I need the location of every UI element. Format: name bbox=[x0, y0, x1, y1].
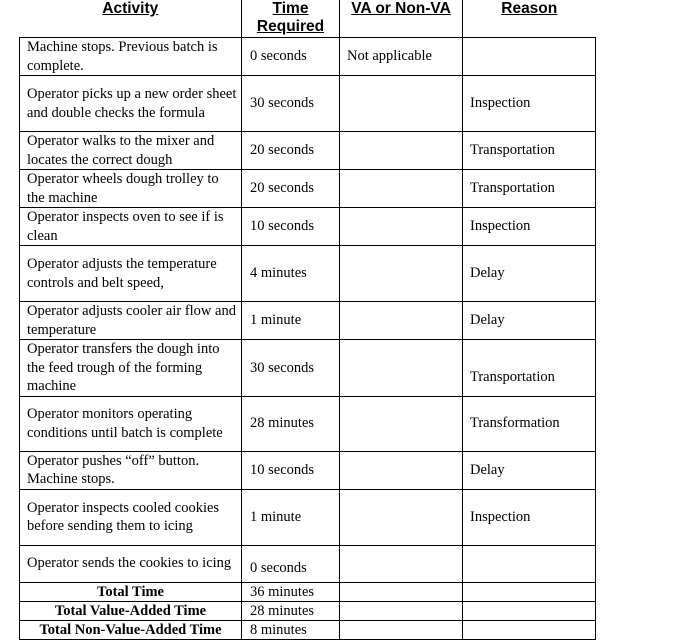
va-cell bbox=[340, 170, 463, 208]
table-row bbox=[20, 76, 596, 132]
reason-cell: Delay bbox=[463, 451, 596, 489]
header-activity: Activity bbox=[20, 0, 242, 38]
time-cell: 0 seconds bbox=[242, 38, 340, 76]
time-cell: 20 seconds bbox=[242, 132, 340, 170]
time-cell: 4 minutes bbox=[242, 246, 340, 302]
table-row bbox=[20, 489, 596, 545]
total-time-value: 36 minutes bbox=[242, 582, 340, 601]
activity-cell: Operator walks to the mixer and locates the correct dough bbox=[20, 132, 242, 170]
table-row bbox=[20, 545, 596, 582]
header-reason: Reason bbox=[463, 0, 596, 38]
va-cell bbox=[340, 545, 463, 582]
reason-cell: Delay bbox=[463, 302, 596, 340]
empty-cell bbox=[340, 620, 463, 639]
total-label: Total Value-Added Time bbox=[20, 601, 242, 620]
va-cell: Not applicable bbox=[340, 38, 463, 76]
activity-cell: Operator monitors operating conditions until batch is complete bbox=[20, 396, 242, 451]
va-cell bbox=[340, 396, 463, 451]
activity-cell: Operator pushes “off” button. Machine stops. bbox=[20, 451, 242, 489]
table-row bbox=[20, 132, 596, 170]
va-cell bbox=[340, 302, 463, 340]
empty-cell bbox=[463, 582, 596, 601]
va-cell bbox=[340, 208, 463, 246]
total-row bbox=[20, 582, 596, 601]
table-row bbox=[20, 340, 596, 397]
reason-cell: Inspection bbox=[463, 208, 596, 246]
total-label: Total Time bbox=[20, 582, 242, 601]
total-label: Total Non-Value-Added Time bbox=[20, 620, 242, 639]
va-cell bbox=[340, 451, 463, 489]
table-row bbox=[20, 451, 596, 489]
total-row bbox=[20, 620, 596, 639]
reason-cell: Delay bbox=[463, 246, 596, 302]
total-time-value: 8 minutes bbox=[242, 620, 340, 639]
reason-cell: Inspection bbox=[463, 489, 596, 545]
activity-cell: Operator wheels dough trolley to the machine bbox=[20, 170, 242, 208]
reason-cell bbox=[463, 545, 596, 582]
table-row bbox=[20, 396, 596, 451]
value-added-analysis-table bbox=[19, 0, 596, 640]
header-va: VA or Non-VA bbox=[340, 0, 463, 38]
activity-cell: Operator adjusts the temperature controls and belt speed, bbox=[20, 246, 242, 302]
table-row bbox=[20, 208, 596, 246]
time-cell: 10 seconds bbox=[242, 451, 340, 489]
table-row bbox=[20, 38, 596, 76]
table-row bbox=[20, 246, 596, 302]
header-time-required: Time Required bbox=[242, 0, 340, 38]
activity-cell: Operator picks up a new order sheet and double checks the formula bbox=[20, 76, 242, 132]
va-cell bbox=[340, 340, 463, 397]
activity-cell: Operator inspects cooled cookies before sending them to icing bbox=[20, 489, 242, 545]
activity-cell: Machine stops. Previous batch is complete. bbox=[20, 38, 242, 76]
empty-cell bbox=[340, 601, 463, 620]
table-row bbox=[20, 170, 596, 208]
total-time-value: 28 minutes bbox=[242, 601, 340, 620]
activity-cell: Operator sends the cookies to icing bbox=[20, 545, 242, 582]
empty-cell bbox=[463, 601, 596, 620]
reason-cell: Transportation bbox=[463, 170, 596, 208]
reason-cell: Transportation bbox=[463, 132, 596, 170]
time-cell: 28 minutes bbox=[242, 396, 340, 451]
time-cell: 1 minute bbox=[242, 489, 340, 545]
time-cell: 1 minute bbox=[242, 302, 340, 340]
header-row bbox=[20, 0, 596, 38]
table-row bbox=[20, 302, 596, 340]
va-cell bbox=[340, 489, 463, 545]
reason-cell bbox=[463, 38, 596, 76]
activity-cell: Operator transfers the dough into the feed trough of the forming machine bbox=[20, 340, 242, 397]
total-row bbox=[20, 601, 596, 620]
activity-cell: Operator adjusts cooler air flow and temperature bbox=[20, 302, 242, 340]
time-cell: 20 seconds bbox=[242, 170, 340, 208]
reason-cell: Inspection bbox=[463, 76, 596, 132]
time-cell: 10 seconds bbox=[242, 208, 340, 246]
reason-cell: Transformation bbox=[463, 396, 596, 451]
empty-cell bbox=[340, 582, 463, 601]
empty-cell bbox=[463, 620, 596, 639]
va-cell bbox=[340, 132, 463, 170]
va-cell bbox=[340, 76, 463, 132]
reason-cell: Transportation bbox=[463, 340, 596, 397]
time-cell: 0 seconds bbox=[242, 545, 340, 582]
va-cell bbox=[340, 246, 463, 302]
time-cell: 30 seconds bbox=[242, 76, 340, 132]
activity-cell: Operator inspects oven to see if is clean bbox=[20, 208, 242, 246]
time-cell: 30 seconds bbox=[242, 340, 340, 397]
